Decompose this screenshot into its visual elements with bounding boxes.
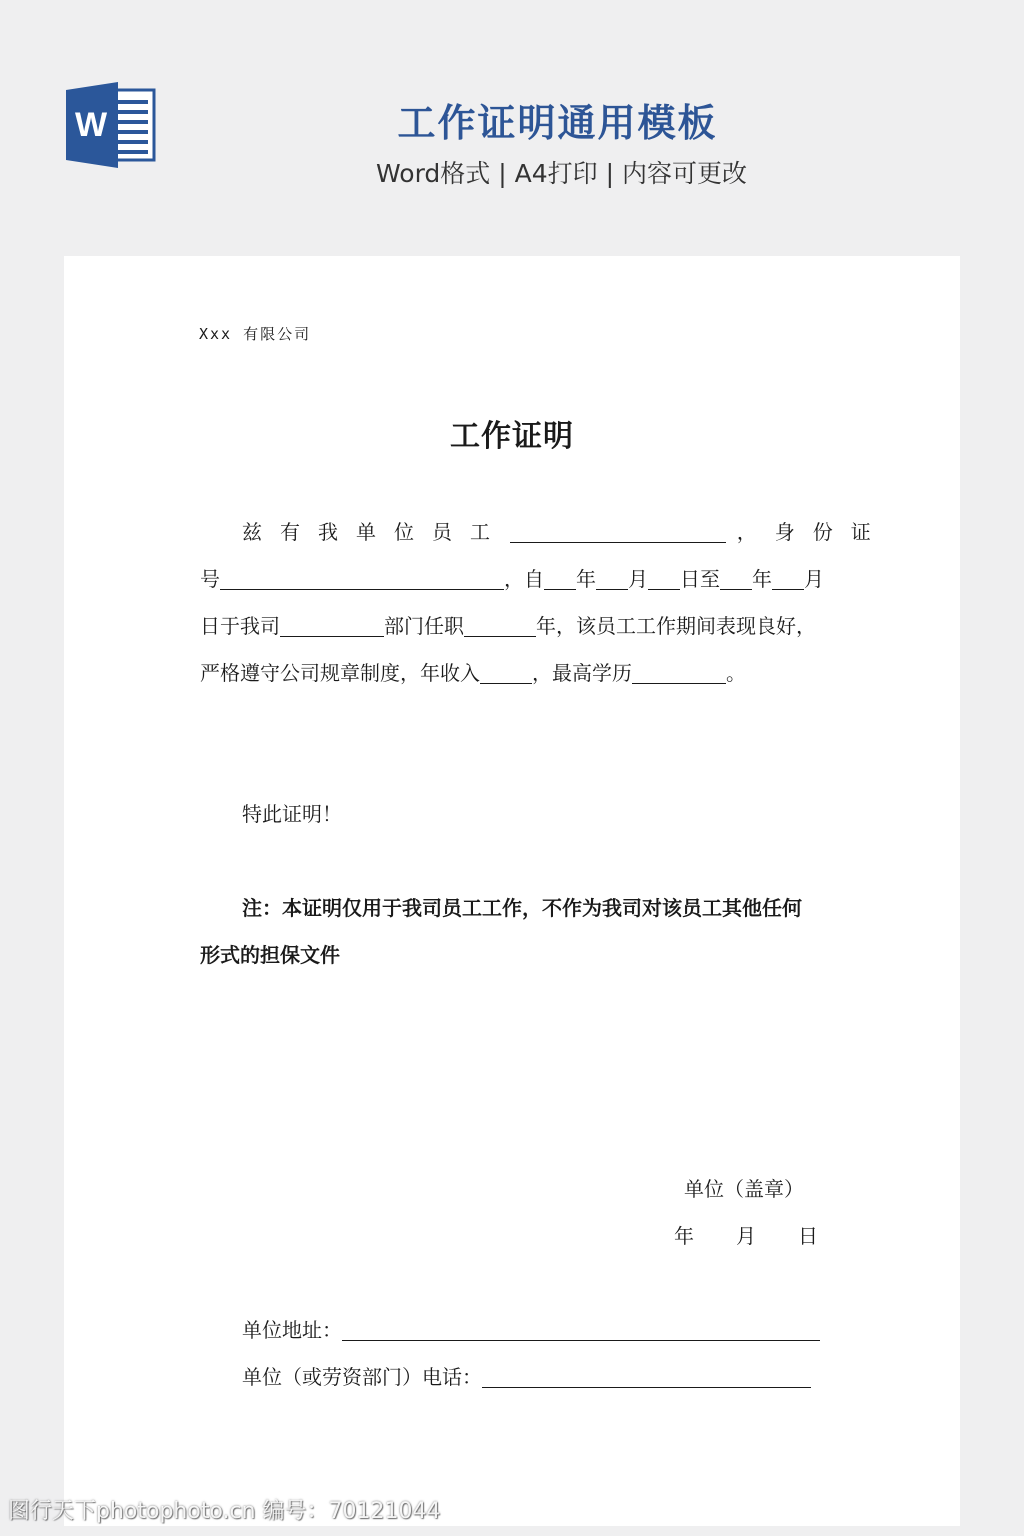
- phone-blank: [482, 1367, 811, 1388]
- body-text: 年，该员工工作期间表现良好，: [536, 614, 816, 638]
- note-line-1: 注：本证明仅用于我司员工工作，不作为我司对该员工其他任何: [242, 896, 802, 920]
- document-title: 工作证明: [450, 419, 574, 454]
- body-text: 月: [628, 567, 648, 591]
- body-text: 年: [576, 567, 596, 591]
- body-text: 月: [804, 567, 824, 591]
- page-subtitle: Word格式 | A4打印 | 内容可更改: [376, 159, 747, 188]
- start-day-blank: [648, 569, 680, 590]
- end-year-blank: [720, 569, 752, 590]
- watermark-text: 图行天下photophoto.cn 编号：70121044: [8, 1499, 441, 1524]
- start-year-blank: [544, 569, 576, 590]
- body-text: 号: [200, 567, 220, 591]
- unit-seal-label: 单位（盖章）: [684, 1177, 804, 1201]
- address-line: [200, 1314, 823, 1343]
- body-text: 兹有我单位员工: [242, 520, 508, 544]
- company-name: Xxx 有限公司: [199, 325, 312, 343]
- body-line-2: [200, 563, 823, 592]
- phone-label: 单位（或劳资部门）电话：: [242, 1365, 482, 1389]
- body-text: 。: [726, 661, 746, 685]
- body-line-3: [200, 610, 823, 639]
- body-text: 日于我司: [200, 614, 280, 638]
- position-blank: [464, 616, 536, 637]
- employee-name-blank: [510, 522, 726, 543]
- date-year: 年: [674, 1224, 694, 1248]
- note-line-2: 形式的担保文件: [200, 943, 340, 967]
- body-text: ，身份证: [736, 520, 889, 544]
- page-title: 工作证明通用模板: [397, 101, 718, 145]
- start-month-blank: [596, 569, 628, 590]
- document-page: [64, 256, 960, 1526]
- id-number-blank: [220, 569, 504, 590]
- education-blank: [632, 663, 726, 684]
- signature-date: [674, 1220, 818, 1249]
- body-text: 部门任职: [384, 614, 464, 638]
- department-blank: [280, 616, 384, 637]
- body-line-4: [200, 657, 823, 686]
- address-blank: [342, 1320, 820, 1341]
- body-text: 严格遵守公司规章制度，年收入: [200, 661, 480, 685]
- annual-income-blank: [480, 663, 532, 684]
- phone-line: [200, 1361, 823, 1390]
- date-month: 月: [736, 1224, 756, 1248]
- body-text: 年: [752, 567, 772, 591]
- date-day: 日: [798, 1224, 818, 1248]
- end-month-blank: [772, 569, 804, 590]
- body-text: 日至: [680, 567, 720, 591]
- body-line-1: [200, 516, 889, 545]
- word-logo-letter: W: [74, 106, 108, 144]
- address-label: 单位地址：: [242, 1318, 342, 1342]
- body-text: ，最高学历: [532, 661, 632, 685]
- certify-text: 特此证明！: [242, 802, 342, 826]
- body-text: ，自: [504, 567, 544, 591]
